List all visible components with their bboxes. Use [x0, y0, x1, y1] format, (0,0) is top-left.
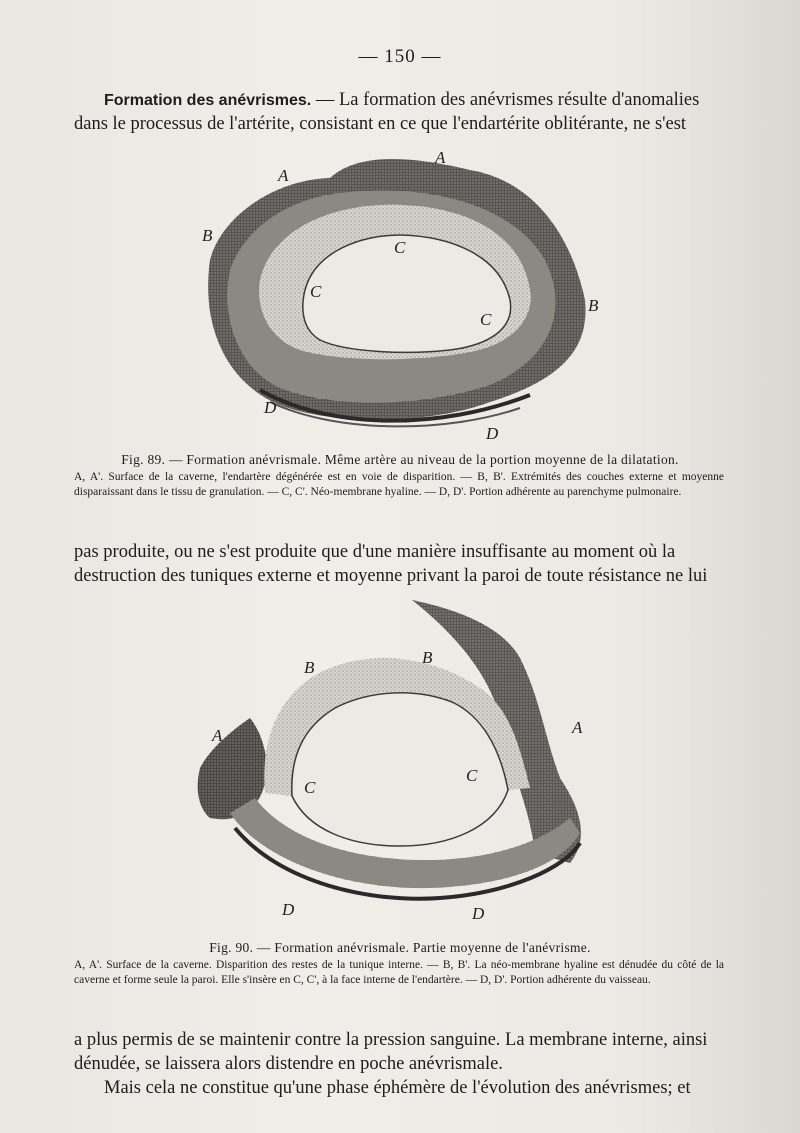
fig89-label-d-bottom: D — [486, 424, 499, 443]
fig90-label-b-right: B — [422, 648, 433, 667]
fig89-label-c-right: C — [480, 310, 492, 329]
figure-90-illustration — [190, 598, 620, 930]
fig89-label-c-top: C — [394, 238, 406, 257]
figure-89 — [190, 140, 610, 450]
fig90-label-a-right: A — [572, 718, 583, 737]
fig89-label-a-left: A — [278, 166, 289, 185]
fig89-label-a-top: A — [435, 148, 446, 167]
fig89-label-b-right: B — [588, 296, 599, 315]
fig90-label-c-right: C — [466, 766, 478, 785]
figure-90 — [190, 598, 620, 930]
fig90-label-d-right: D — [472, 904, 485, 923]
page-number: — 150 — — [358, 46, 442, 67]
paragraph-1-line-2: dans le processus de l'artérite, consistant en ce que l'endartérite oblitérante, ne s'est — [74, 114, 687, 134]
paragraph-3-line-1: a plus permis de se maintenir contre la pression sanguine. La membrane interne, ainsi — [74, 1030, 708, 1050]
paragraph-1-line-1-text: — La formation des anévrismes résulte d'anomalies — [311, 90, 700, 110]
fig90-label-d-left: D — [282, 900, 295, 919]
fig89-label-c-left: C — [310, 282, 322, 301]
figure-89-illustration — [190, 140, 610, 450]
fig89-label-b-left: B — [202, 226, 213, 245]
figure-89-caption-body: A, A'. Surface de la caverne, l'endartère dégénérée est en voie de disparition. — B, B'. Extrémités des couches externe et moyenne disparaissant dans le tissu de granulation. — C, C'. Néo-membrane hyaline. — D, D'. Portion adhérente au parenchyme pulmonaire. — [74, 471, 724, 498]
paragraph-2-line-2: destruction des tuniques externe et moyenne privant la paroi de toute résistance ne lui — [74, 566, 708, 586]
paragraph-3-line-3: Mais cela ne constitue qu'une phase éphémère de l'évolution des anévrismes; et — [104, 1078, 691, 1098]
fig90-label-b-left: B — [304, 658, 315, 677]
section-heading: Formation des anévrismes. — [104, 92, 312, 109]
fig90-label-a-left: A — [212, 726, 223, 745]
paragraph-2-line-1: pas produite, ou ne s'est produite que d'une manière insuffisante au moment où la — [74, 542, 676, 562]
fig90-label-c-left: C — [304, 778, 316, 797]
figure-90-caption-body: A, A'. Surface de la caverne. Disparition des restes de la tunique interne. — B, B'. La néo-membrane hyaline est dénudée du côté de la caverne et forme seule la paroi. Elle s'insère en C, C', à la face interne de l'endartère. — D, D'. Portion adhérente du vaisseau. — [74, 959, 724, 986]
paragraph-1-line-1 — [104, 88, 724, 113]
paragraph-3-line-2: dénudée, se laissera alors distendre en poche anévrismale. — [74, 1054, 503, 1074]
figure-90-caption-title: Fig. 90. — Formation anévrismale. Partie moyenne de l'anévrisme. — [209, 940, 591, 955]
fig89-label-d-left: D — [264, 398, 277, 417]
figure-89-caption-title: Fig. 89. — Formation anévrismale. Même artère au niveau de la portion moyenne de la dilatation. — [121, 452, 679, 467]
